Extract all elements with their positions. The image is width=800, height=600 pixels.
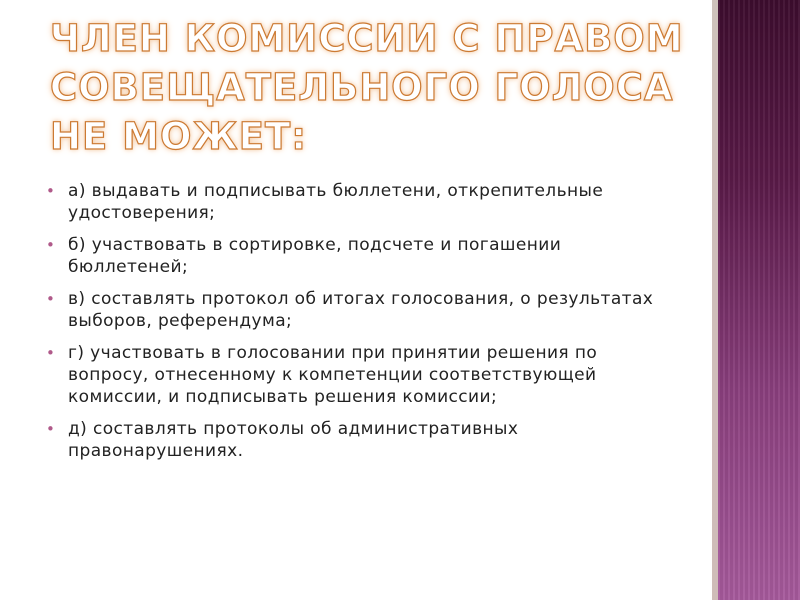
bullet-marker-icon: •	[46, 290, 56, 308]
list-item	[44, 418, 654, 462]
list-item-text: в) составлять протокол об итогах голосования, о результатах выборов, референдума;	[68, 289, 654, 331]
slide-title: ЧЛЕН КОМИССИИ С ПРАВОМ СОВЕЩАТЕЛЬНОГО ГОЛОСА НЕ МОЖЕТ:	[50, 17, 684, 158]
list-item-text: а) выдавать и подписывать бюллетени, открепительные удостоверения;	[68, 181, 604, 223]
bullet-list	[44, 180, 654, 472]
list-item	[44, 180, 654, 224]
list-item-text: д) составлять протоколы об административных правонарушениях.	[68, 419, 519, 461]
list-item-text: б) участвовать в сортировке, подсчете и погашении бюллетеней;	[68, 235, 562, 277]
bullet-marker-icon: •	[46, 236, 56, 254]
list-item-text: г) участвовать в голосовании при принятии решения по вопросу, отнесенному к компетенции соответствующей комиссии, и подписывать решения комиссии;	[68, 343, 598, 407]
list-item	[44, 342, 654, 408]
list-item	[44, 234, 654, 278]
bullet-marker-icon: •	[46, 420, 56, 438]
bullet-marker-icon: •	[46, 182, 56, 200]
list-item	[44, 288, 654, 332]
bullet-marker-icon: •	[46, 344, 56, 362]
decorative-side-band	[712, 0, 800, 600]
